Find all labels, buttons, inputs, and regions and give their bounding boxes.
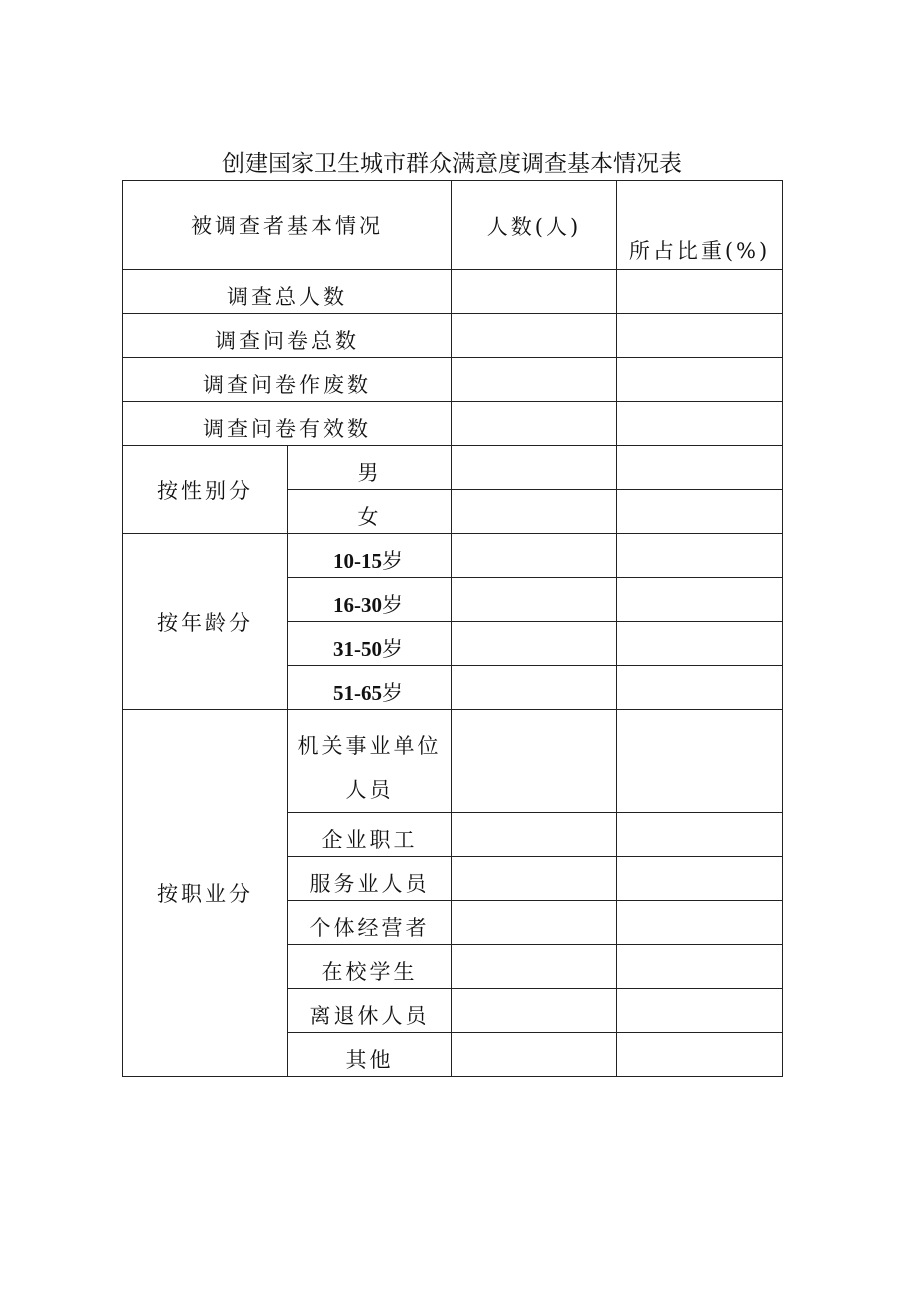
ratio-cell[interactable] — [617, 857, 783, 901]
table-row — [123, 402, 783, 446]
table-row — [123, 534, 783, 578]
row-label-public-institution — [288, 710, 452, 813]
count-cell[interactable] — [452, 857, 617, 901]
header-basic-info: 被调查者基本情况 — [123, 181, 452, 270]
row-label-age-31-50 — [288, 622, 452, 666]
count-cell[interactable] — [452, 813, 617, 857]
age-unit: 岁 — [382, 593, 406, 617]
occupation-line: 人员 — [345, 778, 394, 802]
count-cell[interactable] — [452, 446, 617, 490]
row-label-students: 在校学生 — [288, 945, 452, 989]
ratio-cell[interactable] — [617, 901, 783, 945]
count-cell[interactable] — [452, 622, 617, 666]
ratio-cell[interactable] — [617, 490, 783, 534]
ratio-cell[interactable] — [617, 270, 783, 314]
count-cell[interactable] — [452, 270, 617, 314]
row-label-enterprise-staff: 企业职工 — [288, 813, 452, 857]
count-cell[interactable] — [452, 901, 617, 945]
ratio-cell[interactable] — [617, 358, 783, 402]
count-cell[interactable] — [452, 358, 617, 402]
count-cell[interactable] — [452, 710, 617, 813]
count-cell[interactable] — [452, 666, 617, 710]
row-label-valid-questionnaires: 调查问卷有效数 — [123, 402, 452, 446]
row-label-self-employed: 个体经营者 — [288, 901, 452, 945]
row-label-service-staff: 服务业人员 — [288, 857, 452, 901]
row-label-age-16-30 — [288, 578, 452, 622]
occupation-line: 机关事业单位 — [297, 734, 442, 758]
row-label-male: 男 — [288, 446, 452, 490]
age-range: 51-65 — [333, 681, 382, 705]
age-unit: 岁 — [382, 681, 406, 705]
count-cell[interactable] — [452, 534, 617, 578]
row-label-female: 女 — [288, 490, 452, 534]
ratio-cell[interactable] — [617, 710, 783, 813]
count-cell[interactable] — [452, 490, 617, 534]
count-cell[interactable] — [452, 989, 617, 1033]
count-cell[interactable] — [452, 314, 617, 358]
count-cell[interactable] — [452, 945, 617, 989]
ratio-cell[interactable] — [617, 446, 783, 490]
row-label-total-people: 调查总人数 — [123, 270, 452, 314]
header-count: 人数(人) — [452, 181, 617, 270]
ratio-cell[interactable] — [617, 945, 783, 989]
table-row — [123, 314, 783, 358]
count-cell[interactable] — [452, 1033, 617, 1077]
ratio-cell[interactable] — [617, 989, 783, 1033]
group-label-occupation: 按职业分 — [123, 710, 288, 1077]
row-label-total-questionnaires: 调查问卷总数 — [123, 314, 452, 358]
table-row — [123, 446, 783, 490]
ratio-cell[interactable] — [617, 813, 783, 857]
age-range: 10-15 — [333, 549, 382, 573]
row-label-others: 其他 — [288, 1033, 452, 1077]
count-cell[interactable] — [452, 578, 617, 622]
header-ratio: 所占比重(%) — [617, 181, 783, 270]
age-range: 16-30 — [333, 593, 382, 617]
row-label-void-questionnaires: 调查问卷作废数 — [123, 358, 452, 402]
ratio-cell[interactable] — [617, 534, 783, 578]
header-row — [123, 181, 783, 270]
ratio-cell[interactable] — [617, 402, 783, 446]
ratio-cell[interactable] — [617, 1033, 783, 1077]
table-row — [123, 358, 783, 402]
page-title: 创建国家卫生城市群众满意度调查基本情况表 — [222, 151, 682, 177]
survey-table — [122, 180, 783, 1077]
group-label-gender: 按性别分 — [123, 446, 288, 534]
count-cell[interactable] — [452, 402, 617, 446]
ratio-cell[interactable] — [617, 578, 783, 622]
ratio-cell[interactable] — [617, 622, 783, 666]
row-label-age-51-65 — [288, 666, 452, 710]
row-label-retirees: 离退休人员 — [288, 989, 452, 1033]
group-label-age: 按年龄分 — [123, 534, 288, 710]
age-unit: 岁 — [382, 637, 406, 661]
table-row — [123, 710, 783, 813]
age-range: 31-50 — [333, 637, 382, 661]
row-label-age-10-15 — [288, 534, 452, 578]
age-unit: 岁 — [382, 549, 406, 573]
ratio-cell[interactable] — [617, 314, 783, 358]
table-row — [123, 270, 783, 314]
ratio-cell[interactable] — [617, 666, 783, 710]
